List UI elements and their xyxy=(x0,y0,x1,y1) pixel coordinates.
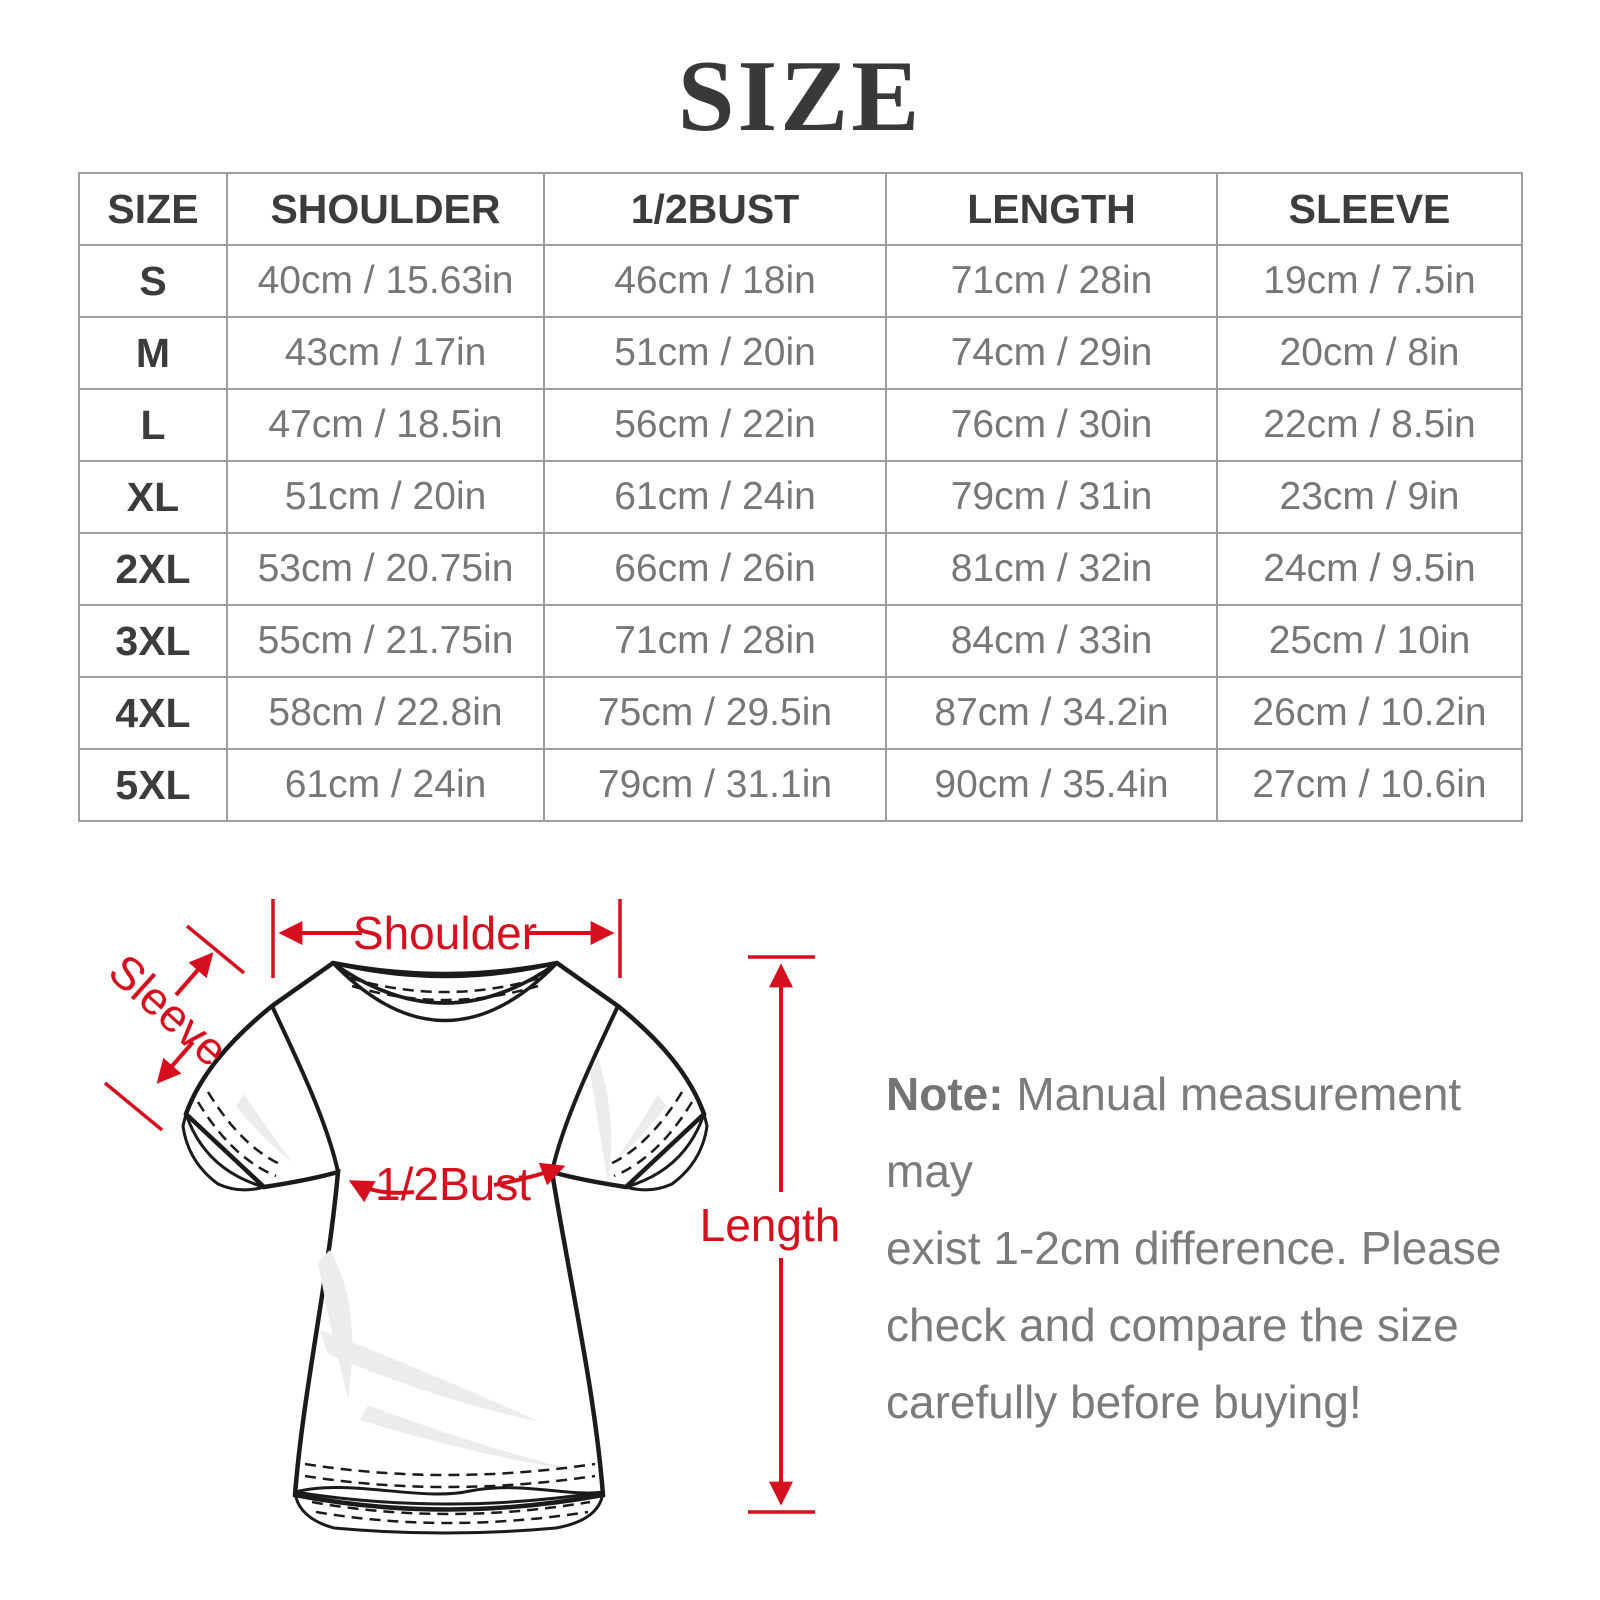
cell-length: 90cm / 35.4in xyxy=(886,749,1217,821)
left-sleeve-seam xyxy=(272,1006,338,1172)
cell-size: M xyxy=(79,317,227,389)
cell-sleeve: 19cm / 7.5in xyxy=(1217,245,1522,317)
cell-shoulder: 47cm / 18.5in xyxy=(227,389,544,461)
column-header-sleeve: SLEEVE xyxy=(1217,173,1522,245)
cell-length: 74cm / 29in xyxy=(886,317,1217,389)
cell-bust: 75cm / 29.5in xyxy=(544,677,886,749)
sleeve-label: Sleeve xyxy=(99,943,239,1077)
note-line: carefully before buying! xyxy=(886,1376,1362,1428)
cell-shoulder: 61cm / 24in xyxy=(227,749,544,821)
sleeve-tick-top xyxy=(187,926,244,973)
cell-length: 81cm / 32in xyxy=(886,533,1217,605)
table-row xyxy=(79,533,1522,605)
sleeve-measure xyxy=(99,926,244,1130)
cell-shoulder: 53cm / 20.75in xyxy=(227,533,544,605)
wrinkle-shading xyxy=(236,1058,666,1474)
hem-fold-line xyxy=(295,1487,603,1494)
column-header-shoulder: SHOULDER xyxy=(227,173,544,245)
length-measure xyxy=(700,957,841,1512)
cell-size: L xyxy=(79,389,227,461)
cell-bust: 71cm / 28in xyxy=(544,605,886,677)
note-text: Manual measurement may xyxy=(886,1068,1462,1197)
column-header-bust: 1/2BUST xyxy=(544,173,886,245)
cell-sleeve: 22cm / 8.5in xyxy=(1217,389,1522,461)
cell-length: 76cm / 30in xyxy=(886,389,1217,461)
cell-length: 84cm / 33in xyxy=(886,605,1217,677)
cell-length: 71cm / 28in xyxy=(886,245,1217,317)
cell-sleeve: 27cm / 10.6in xyxy=(1217,749,1522,821)
cell-size: XL xyxy=(79,461,227,533)
measurement-note xyxy=(886,1056,1546,1441)
cell-sleeve: 23cm / 9in xyxy=(1217,461,1522,533)
note-line: exist 1-2cm difference. Please xyxy=(886,1222,1502,1274)
shoulder-label: Shoulder xyxy=(352,907,538,959)
hem-stitch xyxy=(305,1476,595,1487)
cell-shoulder: 51cm / 20in xyxy=(227,461,544,533)
cell-shoulder: 55cm / 21.75in xyxy=(227,605,544,677)
column-header-length: LENGTH xyxy=(886,173,1217,245)
sleeve-tick-bottom xyxy=(105,1083,162,1130)
note-line: check and compare the size xyxy=(886,1299,1459,1351)
tshirt-body xyxy=(186,963,704,1510)
table-row xyxy=(79,317,1522,389)
cell-bust: 51cm / 20in xyxy=(544,317,886,389)
cell-bust: 56cm / 22in xyxy=(544,389,886,461)
cell-sleeve: 24cm / 9.5in xyxy=(1217,533,1522,605)
size-table xyxy=(78,172,1523,822)
tshirt-illustration xyxy=(183,963,707,1533)
cell-shoulder: 43cm / 17in xyxy=(227,317,544,389)
table-row xyxy=(79,605,1522,677)
cell-sleeve: 26cm / 10.2in xyxy=(1217,677,1522,749)
cell-bust: 46cm / 18in xyxy=(544,245,886,317)
header-row xyxy=(79,173,1522,245)
cell-bust: 61cm / 24in xyxy=(544,461,886,533)
cell-size: 2XL xyxy=(79,533,227,605)
table-row xyxy=(79,389,1522,461)
cell-size: 3XL xyxy=(79,605,227,677)
table-row xyxy=(79,245,1522,317)
cell-sleeve: 25cm / 10in xyxy=(1217,605,1522,677)
bust-measure xyxy=(352,1158,562,1210)
cell-shoulder: 40cm / 15.63in xyxy=(227,245,544,317)
hem-band-stitch xyxy=(316,1512,588,1523)
cell-size: S xyxy=(79,245,227,317)
cell-length: 87cm / 34.2in xyxy=(886,677,1217,749)
length-label: Length xyxy=(699,1199,841,1251)
table-row xyxy=(79,677,1522,749)
note-prefix: Note: xyxy=(886,1068,1004,1120)
column-header-size: SIZE xyxy=(79,173,227,245)
bust-label: 1/2Bust xyxy=(375,1158,531,1210)
cell-sleeve: 20cm / 8in xyxy=(1217,317,1522,389)
cell-shoulder: 58cm / 22.8in xyxy=(227,677,544,749)
cell-bust: 79cm / 31.1in xyxy=(544,749,886,821)
hem-band xyxy=(295,1492,603,1533)
cell-length: 79cm / 31in xyxy=(886,461,1217,533)
note-line xyxy=(886,1056,1546,1210)
cell-size: 4XL xyxy=(79,677,227,749)
cell-size: 5XL xyxy=(79,749,227,821)
page-title: SIZE xyxy=(677,40,923,153)
table-row xyxy=(79,749,1522,821)
table-row xyxy=(79,461,1522,533)
cell-bust: 66cm / 26in xyxy=(544,533,886,605)
